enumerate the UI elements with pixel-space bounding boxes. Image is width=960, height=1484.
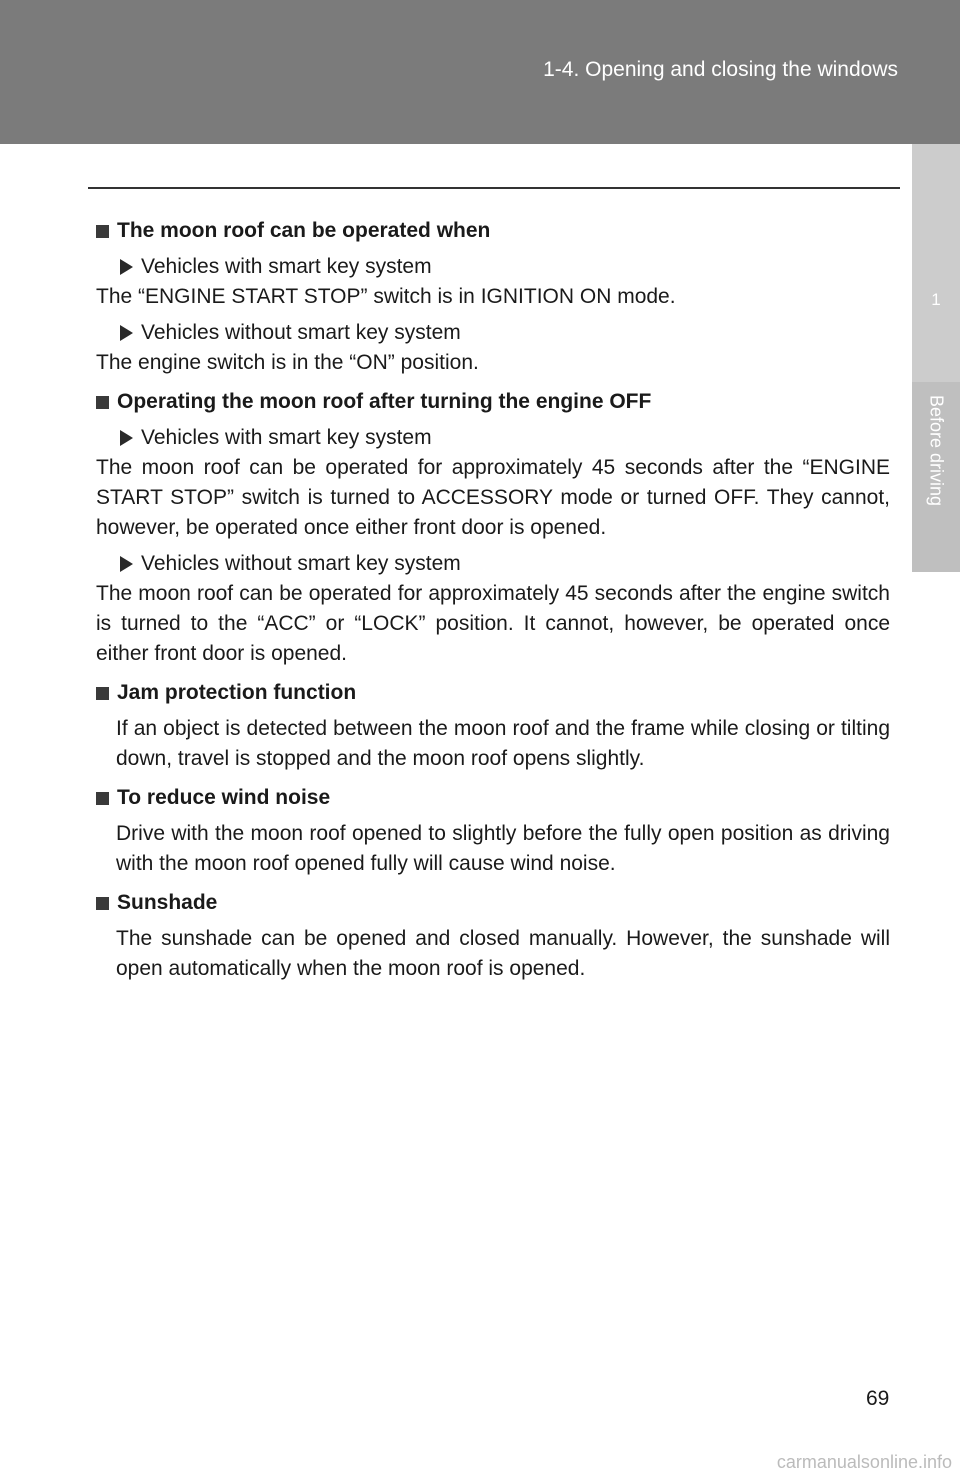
sub-label: Vehicles without smart key system: [141, 552, 461, 575]
chapter-tab-number: 1: [931, 290, 941, 309]
chapter-tab: [912, 144, 960, 382]
sub-label: Vehicles with smart key system: [141, 426, 432, 449]
section-heading: Operating the moon roof after turning the engine OFF: [96, 387, 890, 417]
section-heading: The moon roof can be operated when: [96, 216, 890, 246]
chapter-tab-label: Before driving: [926, 395, 947, 507]
square-bullet-icon: [96, 225, 109, 238]
section-engine-off: [96, 387, 890, 669]
square-bullet-icon: [96, 897, 109, 910]
page-content: [96, 216, 890, 993]
section-text: The sunshade can be opened and closed manually. However, the sunshade will open automatically when the moon roof is opened.: [116, 927, 890, 980]
section-heading: Jam protection function: [96, 678, 890, 708]
square-bullet-icon: [96, 792, 109, 805]
sub-item: [96, 318, 890, 378]
sub-label: Vehicles with smart key system: [141, 255, 432, 278]
top-rule: [88, 187, 900, 189]
section-text: Drive with the moon roof opened to slightly before the fully open position as driving with the moon roof opened fully will cause wind noise.: [116, 822, 890, 875]
section-wind-noise: [96, 783, 890, 879]
sub-text: The moon roof can be operated for approximately 45 seconds after the “ENGINE START STOP” switch is turned to ACCESSORY mode or turned OFF. They cannot, however, be operated once either front door is opened.: [96, 456, 890, 539]
sub-text: The moon roof can be operated for approximately 45 seconds after the engine switch is turned to the “ACC” or “LOCK” position. It cannot, however, be operated once either front door is opened.: [96, 582, 890, 665]
arrow-bullet-icon: [120, 430, 133, 446]
sub-item: [96, 252, 890, 312]
sub-text: The “ENGINE START STOP” switch is in IGNITION ON mode.: [96, 285, 676, 308]
arrow-bullet-icon: [120, 325, 133, 341]
page-number: 69: [866, 1387, 890, 1410]
section-heading: Sunshade: [96, 888, 890, 918]
section-text: If an object is detected between the moon roof and the frame while closing or tilting down, travel is stopped and the moon roof opens slightly.: [116, 717, 890, 770]
sub-item: [96, 549, 890, 669]
arrow-bullet-icon: [120, 556, 133, 572]
watermark: carmanualsonline.info: [776, 1452, 952, 1472]
sub-item: [96, 423, 890, 543]
section-heading: To reduce wind noise: [96, 783, 890, 813]
section-moon-roof-operated-when: [96, 216, 890, 378]
section-sunshade: [96, 888, 890, 984]
section-jam-protection: [96, 678, 890, 774]
sub-text: The engine switch is in the “ON” position.: [96, 351, 479, 374]
header-title: 1-4. Opening and closing the windows: [543, 58, 898, 81]
arrow-bullet-icon: [120, 259, 133, 275]
sub-label: Vehicles without smart key system: [141, 321, 461, 344]
square-bullet-icon: [96, 687, 109, 700]
square-bullet-icon: [96, 396, 109, 409]
